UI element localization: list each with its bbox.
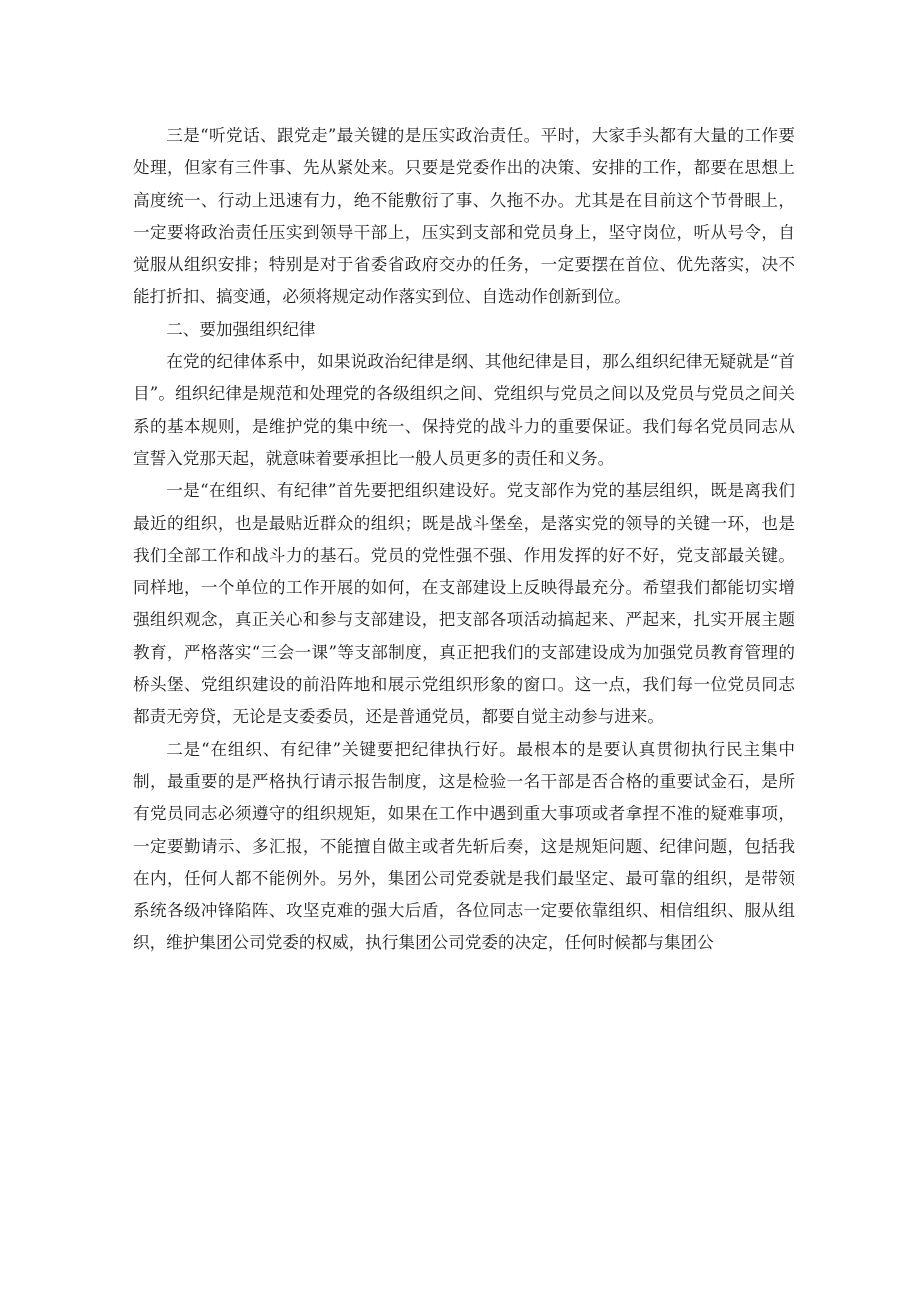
paragraph-organization-building: 一是“在组织、有纪律”首先要把组织建设好。党支部作为党的基层组织，既是离我们最近的组织，也是最贴近群众的组织；既是战斗堡垒，是落实党的领导的关键一环，也是我们全部工作和战斗力的基石。党员的党性强不强、作用发挥的好不好，党支部最关键。同样地，一个单位的工作开展的如何，在支部建设上反映得最充分。希望我们都能切实增强组织观念，真正关心和参与支部建设，把支部各项活动搞起来、严起来，扎实开展主题教育，严格落实“三会一课”等支部制度，真正把我们的支部建设成为加强党员教育管理的桥头堡、党组织建设的前沿阵地和展示党组织形象的窗口。这一点，我们每一位党员同志都责无旁贷，无论是支委委员，还是普通党员，都要自觉主动参与进来。 xyxy=(133,481,795,727)
paragraph-discipline-system: 在党的纪律体系中，如果说政治纪律是纲、其他纪律是目，那么组织纪律无疑就是“首目”。组织纪律是规范和处理党的各级组织之间、党组织与党员之间以及党员与党员之间关系的基本规则，是维护党的集中统一、保持党的战斗力的重要保证。我们每名党员同志从宣誓入党那天起，就意味着要承担比一般人员更多的责任和义务。 xyxy=(133,352,795,468)
section-heading-organizational-discipline: 二、要加强组织纪律 xyxy=(166,319,316,339)
document-body xyxy=(133,120,795,960)
paragraph-discipline-enforcement: 二是“在组织、有纪律”关键要把纪律执行好。最根本的是要认真贯彻执行民主集中制，最重要的是严格执行请示报告制度，这是检验一名干部是否合格的重要试金石，是所有党员同志必须遵守的组织规矩，如果在工作中遇到重大事项或者拿捏不准的疑难事项，一定要勤请示、多汇报，不能擅自做主或者先斩后奏，这是规矩问题、纪律问题，包括我在内，任何人都不能例外。另外，集团公司党委就是我们最坚定、最可靠的组织，是带领系统各级冲锋陷阵、攻坚克难的强大后盾，各位同志一定要依靠组织、相信组织、服从组织，维护集团公司党委的权威，执行集团公司党委的决定，任何时候都与集团公 xyxy=(133,739,795,953)
paragraph-political-responsibility: 三是“听党话、跟党走”最关键的是压实政治责任。平时，大家手头都有大量的工作要处理，但家有三件事、先从紧处来。只要是党委作出的决策、安排的工作，都要在思想上高度统一、行动上迅速有力，绝不能敷衍了事、久拖不办。尤其是在目前这个节骨眼上，一定要将政治责任压实到领导干部上，压实到支部和党员身上，坚守岗位，听从号令，自觉服从组织安排；特别是对于省委省政府交办的任务，一定要摆在首位、优先落实，决不能打折扣、搞变通，必须将规定动作落实到位、自选动作创新到位。 xyxy=(133,126,795,307)
